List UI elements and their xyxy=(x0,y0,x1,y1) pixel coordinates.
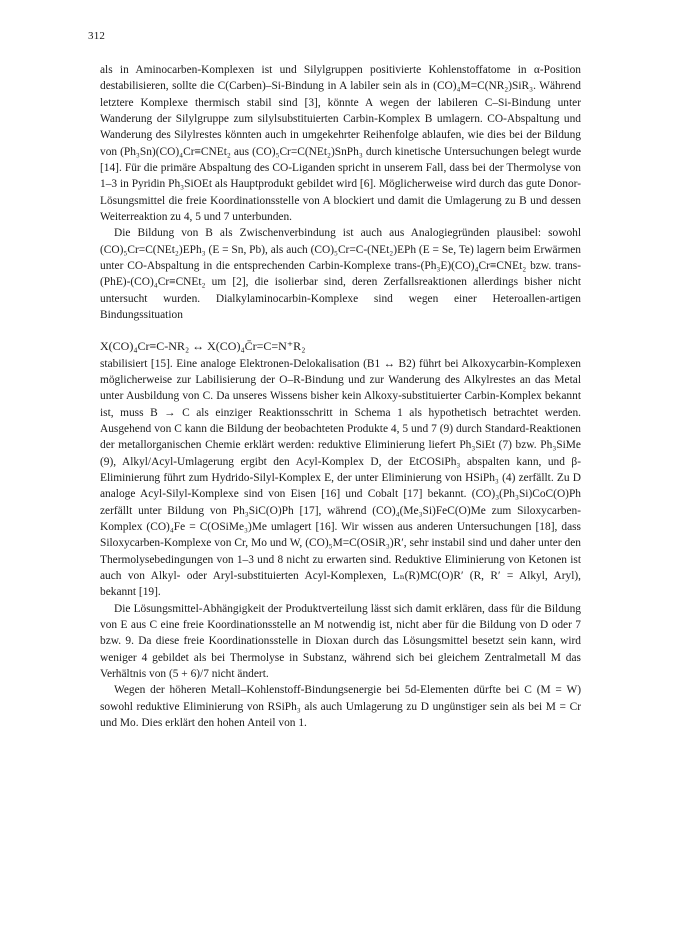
page-number: 312 xyxy=(88,30,106,42)
resonance-formula: X(CO)₄Cr≡C-NR₂ ↔ X(CO)₄C̄r=C=N⁺R₂ xyxy=(100,338,306,353)
paragraph-2: Die Bildung von B als Zwischenverbindung ist auch aus Analogiegründen plausibel: sowohl (CO)₅Cr=C(NEt₂)EPh₃ (E = Sn, Pb), als auch (CO)₅Cr=C-(NEt₂)EPh (E = Se, Te) lagern beim Erwärmen unter CO-Abspaltung in die entsprechenden Carbin-Komplexe trans-(Ph₃E)(CO)₄Cr≡CNEt₂ bzw. trans-(PhE)-(CO)₄Cr≡CNEt₂ um [2], die isolierbar sind, deren Zerfallsreaktionen allerdings bisher nicht untersucht wurden. Dialkylaminocarbin-Komplexe sind wegen einer Heteroallen-artigen Bindungssituation xyxy=(100,227,581,322)
paragraph-5: Wegen der höheren Metall–Kohlenstoff-Bindungsenergie bei 5d-Elementen dürfte bei C (M = W) sowohl reduktive Eliminierung von RSiPh₃ als auch Umlagerung zu D ungünstiger sein als bei M = Cr und Mo. Dies erklärt den hohen Anteil von 1. xyxy=(100,684,581,730)
paragraph-4: Die Lösungsmittel-Abhängigkeit der Produktverteilung lässt sich damit erklären, dass für die Bildung von E aus C eine freie Koordinationsstelle an M notwendig ist, nicht aber für die Bildung von D oder 7 bzw. 9. Da diese freie Koordinationsstelle in Dioxan durch das Lösungsmittel besetzt sein kann, wird weniger 4 gebildet als bei Thermolyse in Substanz, während sich bei gleichem Zentralmetall M das Verhältnis von (5 + 6)/7 nicht ändert. xyxy=(100,602,581,681)
paragraph-3: stabilisiert [15]. Eine analoge Elektronen-Delokalisation (B1 ↔ B2) führt bei Alkoxycarbin-Komplexen möglicherweise zur Labilisierung der O–R-Bindung und zur Wanderung des Alkylrestes an das Metal unter Ausbildung von C. Da unseres Wissens bisher kein Alkoxy-substituierter Carbin-Komplex bekannt ist, muss B → C als einziger Reaktionsschritt in Schema 1 als hypothetisch betrachtet werden. Ausgehend von C kann die Bildung der beobachteten Produkte 4, 5 und 7 (9) durch Standard-Reaktionen der metallorganischen Chemie erklärt werden: reduktive Eliminierung liefert Ph₃SiEt (7) bzw. Ph₃SiMe (9), Alkyl/Acyl-Umlagerung ergibt den Acyl-Komplex D, der EtCOSiPh₃ abspalten kann, und β-Eliminierung führt zum Hydrido-Silyl-Komplex E, der unter Eliminierung von HSiPh₃ (4) zerfällt. Zu D analoge Acyl-Silyl-Komplexe sind von Eisen [16] und Cobalt [17] bekannt. (CO)₃(Ph₃Si)CoC(O)Ph zerfällt unter Bildung von Ph₃SiC(O)Ph [17], während (CO)₄(Me₃Si)FeC(O)Me zum Siloxycarben-Komplex (CO)₄Fe = C(OSiMe₃)Me umlagert [16]. Wir wissen aus anderen Untersuchungen [18], dass Siloxycarben-Komplexe von Cr, Mo und W, (CO)₅M=C(OSiR₃)R′, sehr instabil sind und daher unter den Thermolysebedingungen von 1–3 und 8 nicht zu erwarten sind. Reduktive Eliminierung von Ketonen ist auch von Alkyl- oder Aryl-substituierten Acyl-Komplexen, Lₙ(R)MC(O)R′ (R, R′ = Alkyl, Aryl), bekannt [19]. xyxy=(100,357,581,599)
paragraph-1: als in Aminocarben-Komplexen ist und Silylgruppen positivierte Kohlenstoffatome in α-Position destabilisieren, sollte die C(Carben)–Si-Bindung in A labiler sein als in (CO)₄M=C(NR₂)SiR₃. Während letztere Komplexe thermisch stabil sind [3], könnte A wegen der labileren C–Si-Bindung unter Wanderung der Silylgruppe zum silylsubstituierten Carbin-Komplex B umlagern. CO-Abspaltung und Wanderung des Silylrestes könnten auch in umgekehrter Reihenfolge ablaufen, wie dies bei der Bildung von (Ph₃Sn)(CO)₄Cr≡CNEt₂ aus (CO)₅Cr=C(NEt₂)SnPh₃ durch kinetische Untersuchungen belegt wurde [14]. Für die primäre Abspaltung des CO-Liganden spricht in unserem Fall, dass bei der Thermolyse von 1–3 in Pyridin Ph₃SiOEt als Hauptprodukt gebildet wird [6]. Möglicherweise wird durch das gute Donor-Lösungsmittel die freie Koordinationsstelle von A blockiert und damit die Umlagerung zu B und dessen Weiterreaktion zu 4, 5 und 7 unterbunden. xyxy=(100,64,581,224)
body-text xyxy=(100,62,581,731)
